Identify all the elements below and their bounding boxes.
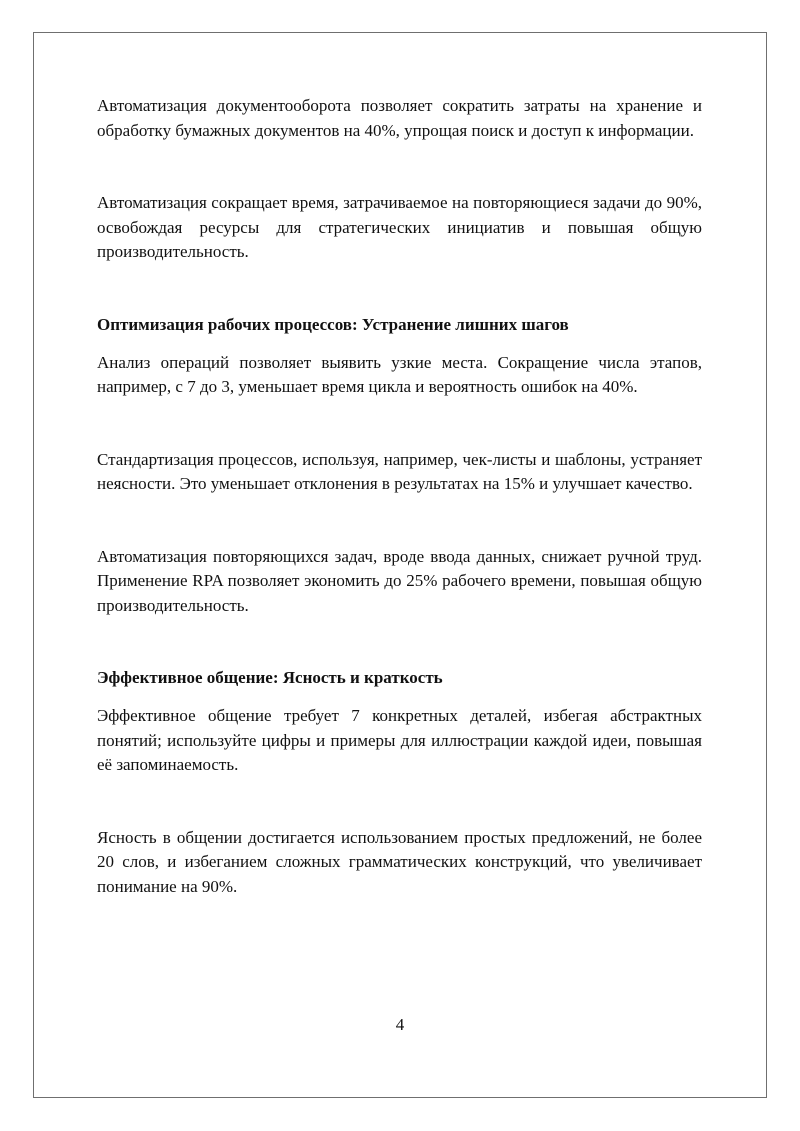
paragraph-rpa: Автоматизация повторяющихся задач, вроде ввода данных, снижает ручной труд. Применение RPA позволяет экономить до 25% рабочего времени, повышая общую производительность. xyxy=(97,546,702,615)
paragraph-document-automation: Автоматизация документооборота позволяет сократить затраты на хранение и обработку бумажных документов на 40%, упрощая поиск и доступ к информации. xyxy=(97,96,702,140)
section-heading-effective-communication: Эффективное общение: Ясность и краткость xyxy=(97,668,443,687)
section-heading-workflow-optimization: Оптимизация рабочих процессов: Устранение лишних шагов xyxy=(97,314,569,334)
paragraph-task-automation: Автоматизация сокращает время, затрачиваемое на повторяющиеся задачи до 90%, освобождая ресурсы для стратегических инициатив и повышая общую производительность. xyxy=(97,193,702,261)
paragraph-operations-analysis: Анализ операций позволяет выявить узкие места. Сокращение числа этапов, например, с 7 до 3, уменьшает время цикла и вероятность ошибок на 40%. xyxy=(97,352,702,396)
paragraph-clarity: Ясность в общении достигается использованием простых предложений, не более 20 слов, и избеганием сложных грамматических конструкций, что увеличивает понимание на 90%. xyxy=(97,827,702,896)
paragraph-standardization: Стандартизация процессов, используя, например, чек-листы и шаблоны, устраняет неясности. Это уменьшает отклонения в результатах на 15% и улучшает качество. xyxy=(97,449,702,493)
paragraph-concrete-details: Эффективное общение требует 7 конкретных деталей, избегая абстрактных понятий; используйте цифры и примеры для иллюстрации каждой идеи, повышая её запоминаемость. xyxy=(97,706,702,774)
page-number: 4 xyxy=(395,1015,405,1034)
document-body xyxy=(97,94,702,899)
